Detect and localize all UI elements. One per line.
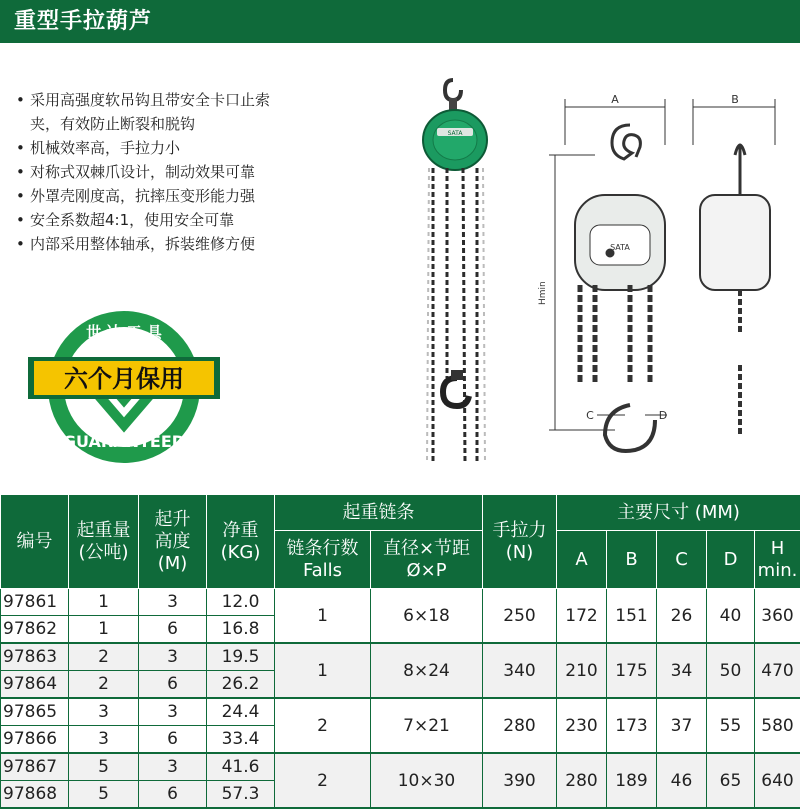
header-lift: 起升 高度 (M) (139, 495, 207, 589)
cell-weight: 16.8 (207, 616, 275, 644)
header-code: 编号 (1, 495, 69, 589)
cell-capacity: 1 (69, 616, 139, 644)
cell-falls: 2 (275, 753, 371, 808)
feature-item: • 机械效率高，手拉力小 (16, 136, 376, 160)
spec-table (0, 494, 800, 809)
badge-main-text: 六个月保用 (64, 365, 184, 393)
dim-label-b: B (731, 93, 739, 106)
cell-c: 26 (657, 589, 707, 644)
dim-label-a: A (611, 93, 619, 106)
cell-a: 172 (557, 589, 607, 644)
cell-weight: 24.4 (207, 698, 275, 726)
header-chain: 起重链条 (275, 495, 483, 531)
cell-code: 97866 (1, 726, 69, 754)
feature-item: • 安全系数超4:1，使用安全可靠 (16, 208, 376, 232)
cell-falls: 1 (275, 643, 371, 698)
cell-lift: 3 (139, 753, 207, 781)
cell-code: 97865 (1, 698, 69, 726)
header-falls: 链条行数 Falls (275, 531, 371, 589)
cell-code: 97868 (1, 781, 69, 809)
badge-bottom-text: GUARANTEED (63, 432, 185, 451)
header-weight: 净重 (KG) (207, 495, 275, 589)
cell-h: 470 (755, 643, 800, 698)
cell-b: 151 (607, 589, 657, 644)
cell-c: 37 (657, 698, 707, 753)
cell-c: 34 (657, 643, 707, 698)
feature-item-continuation: 夹，有效防止断裂和脱钩 (16, 112, 376, 136)
cell-b: 173 (607, 698, 657, 753)
cell-code: 97863 (1, 643, 69, 671)
cell-pull: 250 (483, 589, 557, 644)
cell-h: 580 (755, 698, 800, 753)
cell-capacity: 3 (69, 698, 139, 726)
feature-item: • 采用高强度软吊钩且带安全卡口止索 (16, 88, 376, 112)
cell-a: 230 (557, 698, 607, 753)
product-brand-label: SATA (448, 130, 464, 137)
table-row (1, 643, 800, 671)
cell-capacity: 2 (69, 643, 139, 671)
guarantee-badge (24, 305, 224, 475)
cell-code: 97862 (1, 616, 69, 644)
cell-lift: 3 (139, 698, 207, 726)
header-a: A (557, 531, 607, 589)
header-dims: 主要尺寸 (MM) (557, 495, 800, 531)
page-header (0, 0, 800, 43)
cell-code: 97864 (1, 671, 69, 699)
cell-lift: 6 (139, 671, 207, 699)
header-b: B (607, 531, 657, 589)
cell-pull: 340 (483, 643, 557, 698)
cell-dia: 7×21 (371, 698, 483, 753)
cell-falls: 2 (275, 698, 371, 753)
feature-list (16, 88, 376, 256)
cell-dia: 8×24 (371, 643, 483, 698)
feature-item: • 外罩壳刚度高，抗摔压变形能力强 (16, 184, 376, 208)
dim-label-c: C (586, 409, 594, 422)
cell-d: 65 (707, 753, 755, 808)
cell-capacity: 5 (69, 753, 139, 781)
cell-lift: 6 (139, 781, 207, 809)
cell-h: 360 (755, 589, 800, 644)
table-row (1, 753, 800, 781)
cell-a: 280 (557, 753, 607, 808)
cell-capacity: 3 (69, 726, 139, 754)
table-row (1, 589, 800, 616)
cell-c: 46 (657, 753, 707, 808)
badge-top-text: 世 达 工 具 (86, 323, 163, 341)
dim-label-d: D (659, 409, 667, 422)
cell-weight: 41.6 (207, 753, 275, 781)
cell-weight: 33.4 (207, 726, 275, 754)
header-capacity: 起重量 (公吨) (69, 495, 139, 589)
feature-item: • 内部采用整体轴承，拆装维修方便 (16, 232, 376, 256)
cell-d: 40 (707, 589, 755, 644)
cell-code: 97867 (1, 753, 69, 781)
cell-falls: 1 (275, 589, 371, 644)
cell-dia: 10×30 (371, 753, 483, 808)
cell-capacity: 2 (69, 671, 139, 699)
cell-a: 210 (557, 643, 607, 698)
feature-item: • 对称式双棘爪设计，制动效果可靠 (16, 160, 376, 184)
cell-lift: 6 (139, 726, 207, 754)
cell-weight: 26.2 (207, 671, 275, 699)
header-pull: 手拉力 (N) (483, 495, 557, 589)
cell-capacity: 5 (69, 781, 139, 809)
chain-hoist-image (405, 78, 505, 473)
cell-capacity: 1 (69, 589, 139, 616)
dim-label-hmin: Hmin (538, 281, 548, 305)
page-title: 重型手拉葫芦 (0, 0, 800, 43)
dimension-drawing (535, 85, 800, 460)
cell-weight: 12.0 (207, 589, 275, 616)
cell-d: 50 (707, 643, 755, 698)
cell-weight: 57.3 (207, 781, 275, 809)
cell-b: 175 (607, 643, 657, 698)
header-d: D (707, 531, 755, 589)
cell-weight: 19.5 (207, 643, 275, 671)
header-dia: 直径×节距 Ø×P (371, 531, 483, 589)
header-h: H min. (755, 531, 800, 589)
spec-table-body (1, 589, 800, 809)
drawing-brand-label: SATA (610, 243, 630, 252)
cell-pull: 390 (483, 753, 557, 808)
cell-b: 189 (607, 753, 657, 808)
cell-lift: 6 (139, 616, 207, 644)
header-c: C (657, 531, 707, 589)
cell-h: 640 (755, 753, 800, 808)
table-row (1, 698, 800, 726)
cell-dia: 6×18 (371, 589, 483, 644)
cell-d: 55 (707, 698, 755, 753)
cell-lift: 3 (139, 643, 207, 671)
cell-code: 97861 (1, 589, 69, 616)
cell-pull: 280 (483, 698, 557, 753)
cell-lift: 3 (139, 589, 207, 616)
